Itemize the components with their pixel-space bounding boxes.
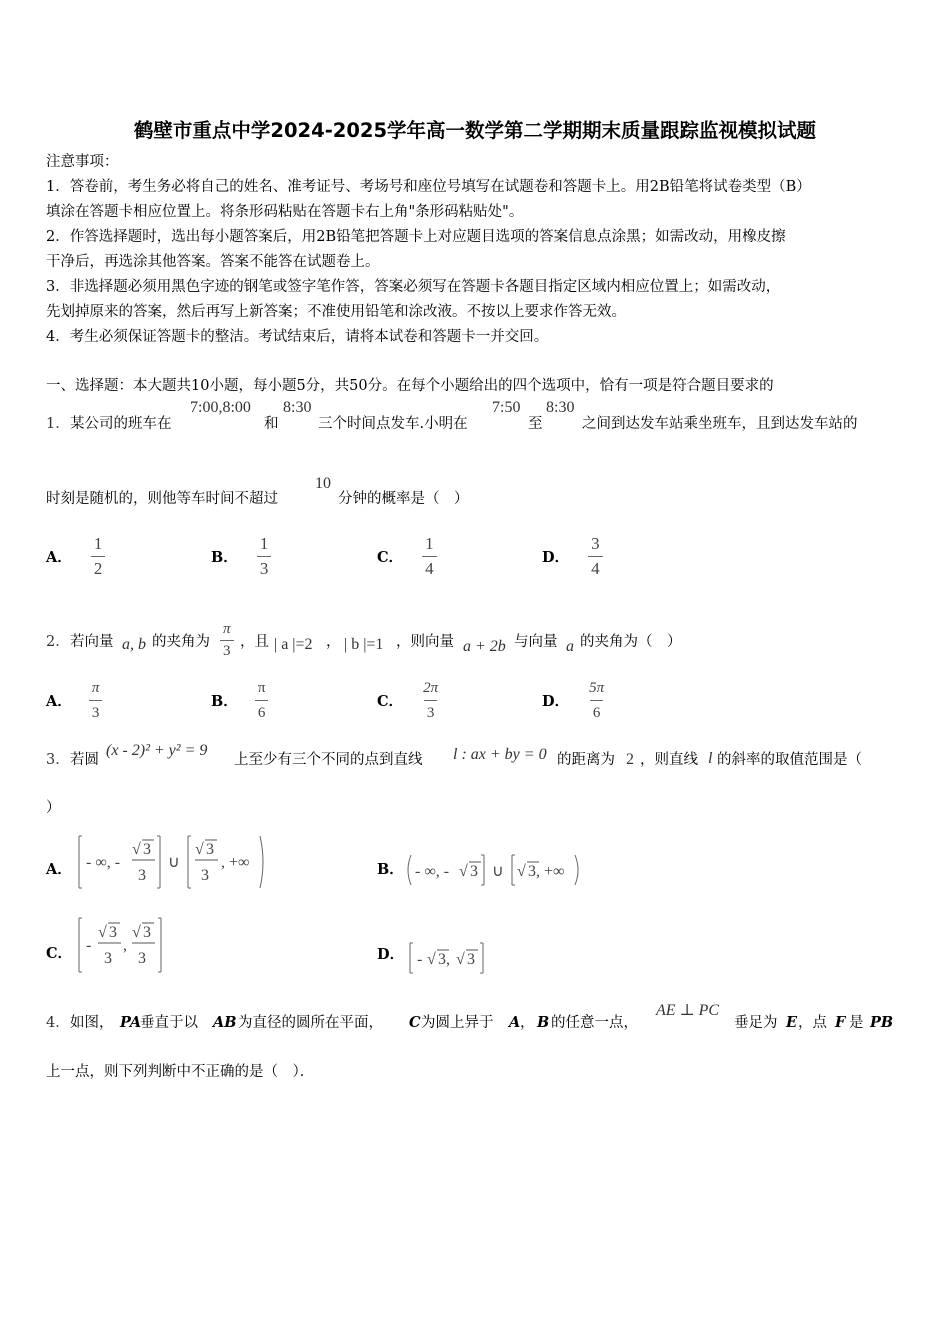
section-heading: 一、选择题：本大题共10小题，每小题5分，共50分。在每个小题给出的四个选项中，恰有一项是符合题目要求的 bbox=[46, 378, 774, 394]
math-expression: a, b bbox=[122, 636, 146, 653]
fraction-denominator: 3 bbox=[257, 556, 272, 579]
math-expression: l bbox=[708, 750, 713, 767]
svg-text:3: 3 bbox=[138, 950, 146, 967]
option-label: B． bbox=[377, 861, 404, 878]
bold-symbol: F bbox=[835, 1014, 846, 1031]
fraction-denominator: 3 bbox=[424, 700, 438, 723]
option-label: D． bbox=[542, 549, 570, 566]
question-number: 2． bbox=[46, 634, 70, 650]
question-text: 上至少有三个不同的点到直线 bbox=[234, 752, 423, 768]
svg-text:√: √ bbox=[132, 841, 141, 858]
question-number: 3． bbox=[46, 752, 70, 768]
interval-expression bbox=[405, 852, 595, 888]
question-text: 之间到达发车站乘坐班车，且到达发车站的 bbox=[582, 416, 858, 432]
math-expression: a + 2b bbox=[463, 638, 506, 655]
fraction-denominator: 3 bbox=[89, 700, 103, 723]
svg-text:√: √ bbox=[517, 863, 526, 880]
svg-text:√: √ bbox=[427, 951, 436, 968]
option-label: B． bbox=[211, 549, 238, 566]
notice-line: 先划掉原来的答案，然后再写上新答案；不准使用铅笔和涂改液。不按以上要求作答无效。 bbox=[46, 304, 626, 320]
fraction-numerator: 1 bbox=[93, 534, 103, 553]
fraction-numerator: 1 bbox=[425, 534, 434, 553]
math-expression: l : ax + by = 0 bbox=[453, 746, 547, 763]
question-text: ） bbox=[46, 800, 61, 816]
option-label: D． bbox=[377, 946, 405, 963]
bold-symbol: PA bbox=[120, 1014, 142, 1031]
svg-text:√: √ bbox=[459, 863, 468, 880]
bold-symbol: B bbox=[537, 1014, 550, 1031]
option-c[interactable] bbox=[377, 534, 437, 579]
question-number: 4． bbox=[46, 1015, 70, 1031]
math-expression: 7:00,8:00 bbox=[190, 399, 251, 416]
fraction-numerator: 1 bbox=[259, 534, 269, 553]
fraction-numerator: π bbox=[223, 621, 231, 637]
option-label: A． bbox=[46, 861, 72, 878]
notice-line: 3．非选择题必须用黑色字迹的钢笔或签字笔作答，答案必须写在答题卡各题目指定区域内相应位置上；如需改动， bbox=[46, 279, 781, 295]
question-text: ，则向量 bbox=[396, 634, 454, 650]
math-expression: 8:30 bbox=[283, 399, 312, 416]
interval-expression bbox=[76, 916, 216, 974]
svg-text:3: 3 bbox=[104, 950, 112, 967]
interval-expression bbox=[76, 834, 301, 890]
question-text: 如图， bbox=[70, 1015, 114, 1031]
question-text: ，且 bbox=[240, 634, 269, 650]
question-text: 上一点，则下列判断中不正确的是（ ）． bbox=[46, 1064, 315, 1080]
option-b[interactable] bbox=[377, 852, 597, 888]
svg-text:-: - bbox=[417, 951, 423, 968]
question-text: 为直径的圆所在平面， bbox=[238, 1015, 383, 1031]
fraction-denominator: 3 bbox=[220, 640, 234, 660]
question-text: 的斜率的取值范围是（ bbox=[717, 752, 862, 768]
question-text: 和 bbox=[264, 416, 279, 432]
svg-text:√: √ bbox=[132, 924, 141, 941]
question-text: ，则直线 bbox=[640, 752, 698, 768]
option-c[interactable] bbox=[46, 916, 246, 974]
question-text: 某公司的班车在 bbox=[70, 416, 172, 432]
option-a[interactable] bbox=[46, 834, 286, 890]
fraction-denominator: 4 bbox=[588, 556, 603, 579]
math-expression: | a |=2 bbox=[274, 636, 313, 653]
svg-text:, +∞: , +∞ bbox=[221, 854, 250, 871]
option-d[interactable] bbox=[542, 678, 607, 723]
page-title: 鹤壁市重点中学2024-2025学年高一数学第二学期期末质量跟踪监视模拟试题 bbox=[133, 119, 817, 142]
math-expression: 8:30 bbox=[546, 399, 575, 416]
option-d[interactable] bbox=[377, 940, 537, 976]
question-text: 的夹角为 bbox=[152, 634, 210, 650]
math-expression: a bbox=[566, 638, 574, 655]
math-expression: AE ⊥ PC bbox=[656, 1002, 720, 1019]
math-expression: 2 bbox=[626, 751, 634, 768]
option-label: A． bbox=[46, 693, 72, 710]
notice-line: 干净后，再选涂其他答案。答案不能答在试题卷上。 bbox=[46, 254, 380, 270]
fraction-denominator: 4 bbox=[422, 556, 437, 579]
fraction-denominator: 6 bbox=[255, 700, 269, 723]
question-text: 是 bbox=[849, 1015, 864, 1031]
question-text: 至 bbox=[528, 416, 543, 432]
svg-text:- ∞, -: - ∞, - bbox=[415, 863, 450, 880]
bold-symbol: PB bbox=[870, 1014, 894, 1031]
option-d[interactable] bbox=[542, 534, 603, 579]
question-text: 三个时间点发车.小明在 bbox=[318, 416, 468, 432]
interval-expression bbox=[405, 940, 525, 976]
bold-symbol: C bbox=[409, 1014, 421, 1031]
question-text: 若圆 bbox=[70, 752, 99, 768]
math-expression: (x - 2)² + y² = 9 bbox=[106, 742, 208, 759]
fraction-numerator: 5π bbox=[589, 680, 605, 696]
svg-text:√: √ bbox=[456, 951, 465, 968]
notice-line: 填涂在答题卡相应位置上。将条形码粘贴在答题卡右上角"条形码粘贴处"。 bbox=[46, 204, 524, 220]
svg-text:3: 3 bbox=[138, 867, 146, 884]
svg-text:∪: ∪ bbox=[168, 854, 180, 871]
question-text: ，点 bbox=[798, 1015, 827, 1031]
option-b[interactable] bbox=[211, 534, 271, 579]
fraction bbox=[220, 621, 234, 660]
fraction-numerator: π bbox=[91, 680, 100, 696]
question-text: 分钟的概率是（ ） bbox=[338, 491, 469, 507]
notice-heading: 注意事项： bbox=[46, 154, 119, 170]
svg-text:∪: ∪ bbox=[492, 863, 504, 880]
svg-text:- ∞, -: - ∞, - bbox=[86, 854, 121, 871]
question-text: ， bbox=[326, 634, 341, 650]
question-text: 时刻是随机的，则他等车时间不超过 bbox=[46, 491, 278, 507]
svg-text:3,: 3, bbox=[438, 951, 450, 968]
svg-text:3: 3 bbox=[206, 841, 214, 858]
question-text: ， bbox=[520, 1015, 535, 1031]
math-expression: | b |=1 bbox=[344, 636, 384, 653]
svg-text:-: - bbox=[86, 937, 92, 954]
math-expression: 7:50 bbox=[492, 399, 521, 416]
math-expression: 10 bbox=[315, 475, 331, 492]
svg-text:3: 3 bbox=[143, 924, 151, 941]
notice-line: 1．答卷前，考生务必将自己的姓名、准考证号、考场号和座位号填写在试题卷和答题卡上。用2B铅笔将试卷类型（B） bbox=[46, 179, 811, 195]
option-c[interactable] bbox=[377, 678, 441, 723]
svg-text:3: 3 bbox=[201, 867, 209, 884]
question-text: 垂足为 bbox=[734, 1015, 778, 1031]
bold-symbol: AB bbox=[213, 1014, 237, 1031]
question-text: 的距离为 bbox=[557, 752, 615, 768]
option-label: D． bbox=[542, 693, 570, 710]
option-label: A． bbox=[46, 549, 72, 566]
option-label: C． bbox=[377, 693, 404, 710]
fraction-numerator: 3 bbox=[591, 534, 600, 553]
svg-text:3: 3 bbox=[143, 841, 151, 858]
question-text: 垂直于以 bbox=[140, 1015, 198, 1031]
question-text: 的夹角为（ ） bbox=[580, 634, 682, 650]
question-text: 与向量 bbox=[514, 634, 558, 650]
fraction-numerator: π bbox=[257, 680, 266, 696]
svg-text:3, +∞: 3, +∞ bbox=[528, 863, 565, 880]
notice-line: 4．考生必须保证答题卡的整洁。考试结束后，请将本试卷和答题卡一并交回。 bbox=[46, 329, 549, 345]
option-a[interactable] bbox=[46, 678, 102, 723]
fraction-denominator: 2 bbox=[91, 556, 106, 579]
question-number: 1． bbox=[46, 416, 70, 432]
question-text: 的任意一点， bbox=[551, 1015, 638, 1031]
option-b[interactable] bbox=[211, 678, 268, 723]
svg-text:√: √ bbox=[195, 841, 204, 858]
fraction-numerator: 2π bbox=[423, 680, 439, 696]
option-label: B． bbox=[211, 693, 238, 710]
svg-text:3: 3 bbox=[470, 863, 478, 880]
option-a[interactable] bbox=[46, 534, 105, 579]
svg-text:,: , bbox=[123, 937, 127, 954]
fraction-denominator: 6 bbox=[590, 700, 604, 723]
question-text: 为圆上异于 bbox=[421, 1015, 494, 1031]
question-text: 若向量 bbox=[70, 634, 114, 650]
svg-text:3: 3 bbox=[467, 951, 475, 968]
option-label: C． bbox=[377, 549, 404, 566]
bold-symbol: E bbox=[786, 1014, 798, 1031]
svg-text:3: 3 bbox=[109, 924, 117, 941]
notice-line: 2．作答选择题时，选出每小题答案后，用2B铅笔把答题卡上对应题目选项的答案信息点涂黑；如需改动，用橡皮擦 bbox=[46, 229, 786, 245]
svg-text:√: √ bbox=[98, 924, 107, 941]
bold-symbol: A bbox=[509, 1014, 521, 1031]
option-label: C． bbox=[46, 945, 73, 962]
